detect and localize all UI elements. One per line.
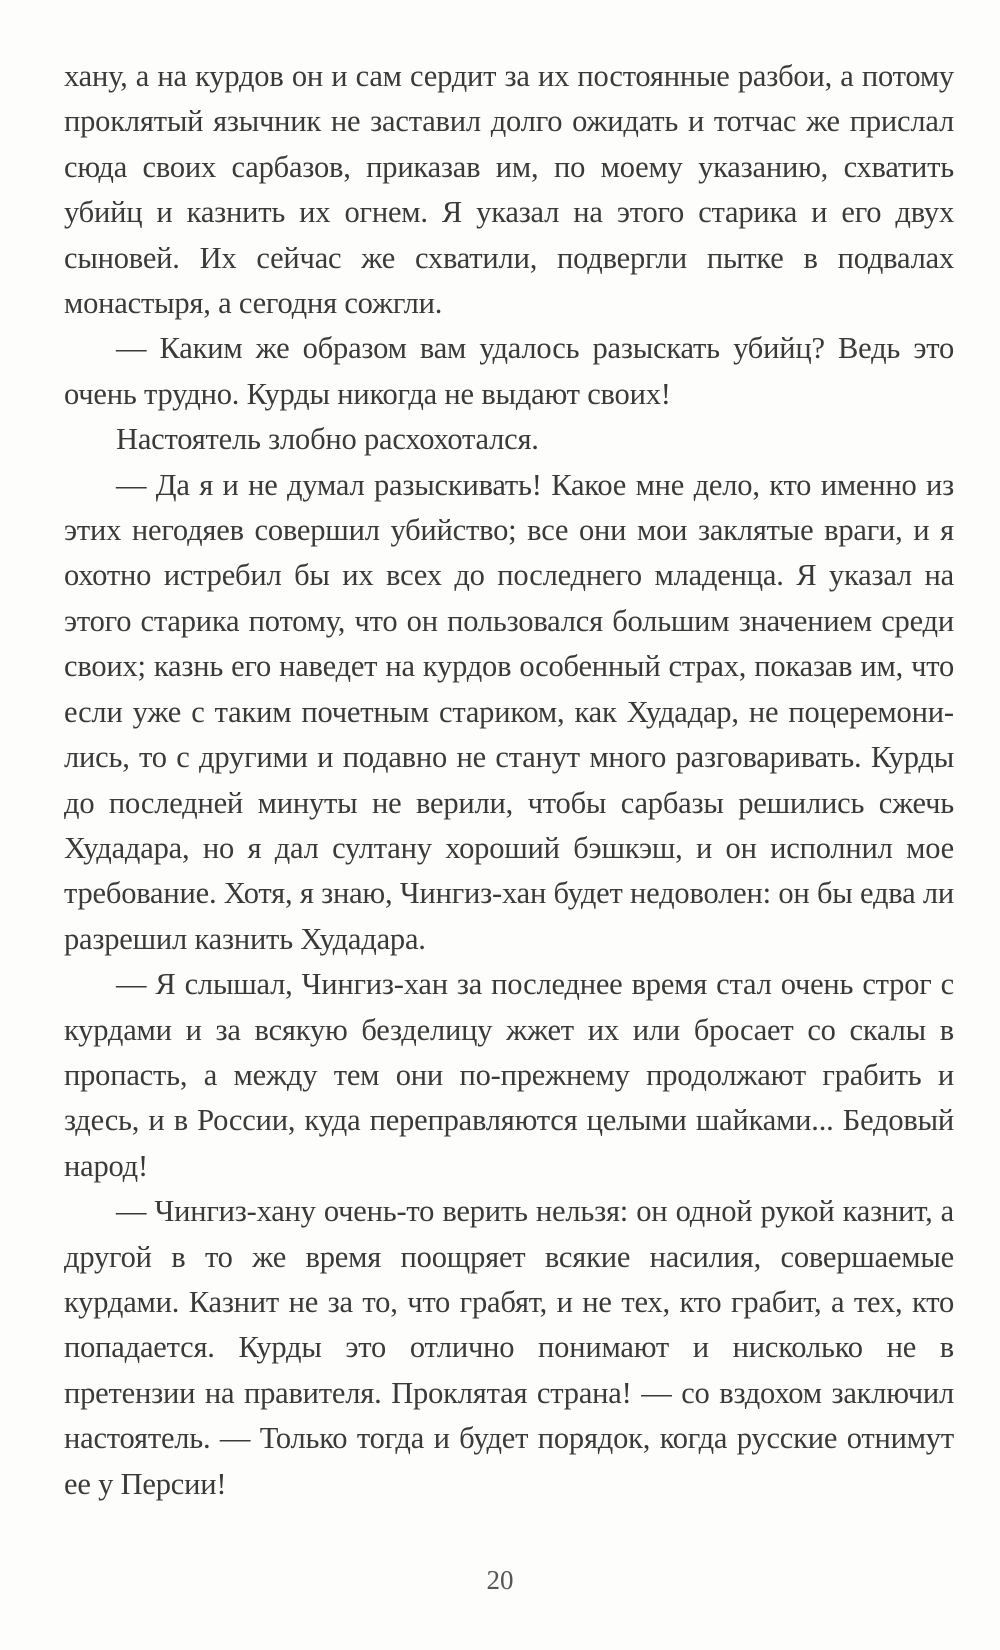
paragraph-narration: Настоятель злобно расхохотался.: [116, 422, 539, 457]
paragraph-continuation: хану, а на курдов он и сам сердит за их постоянные разбои, а потому проклятый язычник не заставил долго ожидать и тотчас же прислал сюда своих сарбазов, приказав им, по моему указанию, схватить убийц и казнить их огнем. Я указал на этого старика и его двух сыновей. Их сейчас же схватили, подвергли пытке в подвалах монастыря, а сегодня сожгли.: [64, 59, 954, 321]
page-number: 20: [486, 1565, 514, 1595]
paragraph-abbot-reply: — Да я и не думал разыскивать! Какое мне дело, кто именно из этих негодяев совершил убийство; все они мои заклятые враги, и я охотно истребил бы их всех до последнего младенца. Я указал на этого старика потому, что он пользовался большим значением среди своих; казнь его наведет на курдов особенный страх, показав им, что если уже с таким почетным стариком, как Худадар, не поцеремонились, то с другими и подавно не станут много разговаривать. Курды до последней минуты не верили, чтобы сарбазы решились сжечь Худадара, но я дал султану хороший бэшкэш, и он исполнил мое требование. Хотя, я знаю, Чингиз-хан будет недоволен: он бы едва ли разрешил казнить Худадара.: [64, 467, 954, 956]
paragraph-abbot-conclusion: — Чингиз-хану очень-то верить нельзя: он одной рукой казнит, а другой в то же время поощряет всякие насилия, совершаемые курдами. Казнит не за то, что грабят, и не тех, кто грабит, а тех, кто попадается. Курды это отлично понимают и нисколько не в претензии на правителя. Проклятая страна! — со вздохом заключил настоятель. — Только тогда и будет порядок, когда русские отнимут ее у Персии!: [64, 1194, 954, 1501]
body-text: [64, 54, 954, 1507]
paragraph-remark: — Я слышал, Чингиз-хан за последнее время стал очень строг с курдами и за всякую безделицу жжет их или бросает со скалы в пропасть, а между тем они по-прежнему продолжают грабить и здесь, и в России, куда переправляются целыми шайками... Бедовый народ!: [64, 967, 954, 1183]
paragraph-question: — Каким же образом вам удалось разыскать убийц? Ведь это очень трудно. Курды никогда не выдают своих!: [64, 331, 954, 411]
